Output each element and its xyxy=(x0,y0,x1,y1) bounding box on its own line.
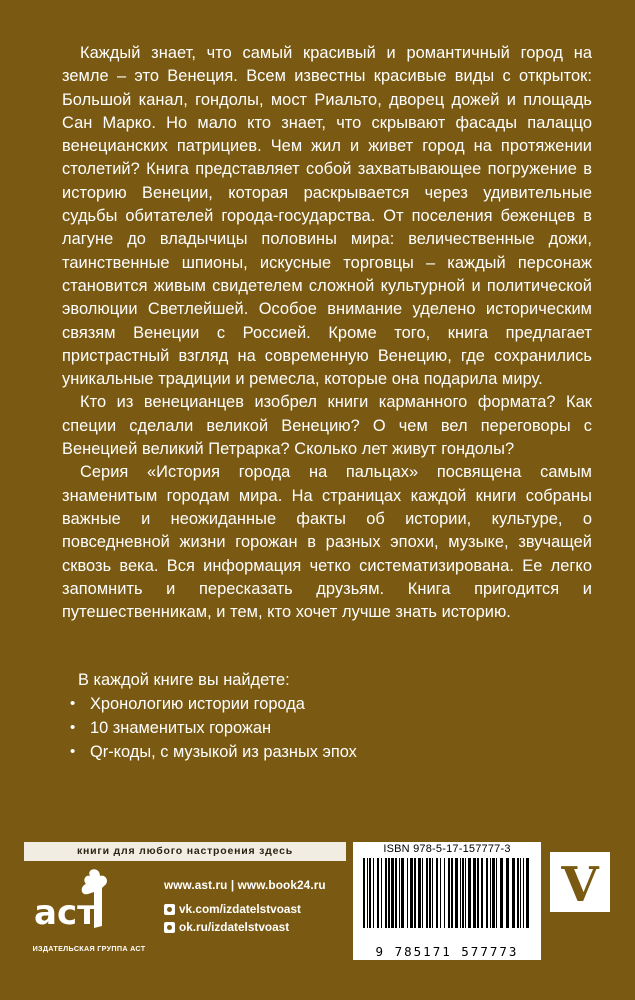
barcode-bar xyxy=(432,858,433,928)
barcode-bar xyxy=(468,858,471,928)
ok-icon xyxy=(164,922,175,933)
barcode-bar xyxy=(436,858,438,928)
barcode-bar xyxy=(369,858,371,928)
feature-item: • Qr-коды, с музыкой из разных эпох xyxy=(70,740,550,764)
barcode-bar xyxy=(486,858,488,928)
barcode-bar xyxy=(506,858,509,928)
barcode-bar xyxy=(477,858,479,928)
barcode-bar xyxy=(373,858,374,928)
social-links xyxy=(164,900,301,936)
features-items xyxy=(70,692,550,764)
ok-link[interactable]: ok.ru/izdatelstvoast xyxy=(179,920,290,934)
barcode-bar xyxy=(517,858,519,928)
barcode-bar xyxy=(422,858,423,928)
barcode-bar xyxy=(377,858,379,928)
isbn-barcode-box xyxy=(353,842,541,960)
ast-logo-text: аст xyxy=(34,893,97,933)
barcode-bar xyxy=(462,858,464,928)
vk-icon xyxy=(164,904,175,915)
barcode-bar xyxy=(444,858,445,928)
isbn-number: ISBN 978-5-17-157777-3 xyxy=(383,843,511,855)
barcode-icon xyxy=(361,858,533,944)
barcode-bar xyxy=(512,858,515,928)
feature-item: • Хронологию истории города xyxy=(70,692,550,716)
barcode-bar xyxy=(451,858,453,928)
barcode-bar xyxy=(448,858,450,928)
feature-item: • 10 знаменитых горожан xyxy=(70,716,550,740)
barcode-bar xyxy=(473,858,476,928)
series-v-logo-icon xyxy=(550,852,610,912)
publisher-name: ИЗДАТЕЛЬСКАЯ ГРУППА АСТ xyxy=(32,944,146,953)
tagline-bar: книги для любого настроения здесь xyxy=(24,842,346,861)
barcode-digits: 9 785171 577773 xyxy=(375,944,519,959)
ast-logo-icon xyxy=(28,866,138,940)
description-paragraph-2: Кто из венецианцев изобрел книги карманного формата? Как специи сделали великой Венецию? О чем вел переговоры с Венецией великий Петрарка? Сколько лет живут гондолы? xyxy=(62,393,592,459)
barcode-bar xyxy=(414,858,416,928)
features-intro: В каждой книге вы найдете: xyxy=(78,671,290,689)
barcode-bar xyxy=(385,858,387,928)
description-paragraph-3: Серия «История города на пальцах» посвящена самым знаменитым городам мира. На страницах каждой книги собраны важные и неожиданные факты об истории, культуре, о повседневной жизни горожан в разных эпохи, музыке, звучащей сквозь века. Вся информация четко систематизирована. Ее легко запомнить и пересказать друзьям. Книга пригодится и путешественникам, и тем, кто хочет лучше знать историю. xyxy=(62,463,592,622)
series-v-letter: V xyxy=(561,857,599,912)
barcode-bar xyxy=(496,858,497,928)
barcode-bar xyxy=(429,858,431,928)
barcode-bar xyxy=(410,858,413,928)
barcode-bar xyxy=(401,858,404,928)
barcode-bar xyxy=(418,858,421,928)
barcode-bar xyxy=(526,858,529,928)
barcode-bar xyxy=(490,858,491,928)
barcode-bar xyxy=(481,858,483,928)
ok-row[interactable] xyxy=(164,918,301,936)
barcode-bar xyxy=(440,858,441,928)
barcode-bar xyxy=(395,858,397,928)
features-list xyxy=(70,668,550,764)
description-paragraph-1: Каждый знает, что самый красивый и романтичный город на земле – это Венеция. Всем известны красивые виды с открыток: Большой канал, гондолы, мост Риальто, дворец дожей и площадь Сан Марко. Но мало кто знает, что скрывают фасады палаццо венецианских патрициев. Чем жил и живет город на протяжении столетий? Книга представляет собой захватывающее погружение в историю Венеции, которая раскрывается через удивительные судьбы обитателей города-государства. От поселения беженцев в лагуне до владычицы половины мира: величественные дожи, таинственные шпионы, искусные торговцы – каждый персонаж становится живым свидетелем сложной культурной и политической эволюции Светлейшей. Особое внимание уделено историческим связям Венеции с Россией. Кроме того, книга предлагает пристрастный взгляд на современную Венецию, где сохранились уникальные традиции и ремесла, которые она подарила миру. xyxy=(62,44,592,389)
barcode-bar xyxy=(455,858,458,928)
barcode-bar xyxy=(399,858,400,928)
barcode-bar xyxy=(500,858,503,928)
barcode-bar xyxy=(391,858,394,928)
barcode-bar xyxy=(426,858,428,928)
barcode-bar xyxy=(465,858,466,928)
websites-link[interactable]: www.ast.ru | www.book24.ru xyxy=(164,878,326,892)
barcode-bar xyxy=(460,858,461,928)
barcode-bar xyxy=(520,858,521,928)
vk-row[interactable] xyxy=(164,900,301,918)
barcode-bar xyxy=(492,858,495,928)
description-text xyxy=(62,42,592,624)
barcode-bar xyxy=(388,858,390,928)
barcode-bar xyxy=(363,858,365,928)
barcode-bar xyxy=(381,858,382,928)
barcode-bar xyxy=(523,858,524,928)
vk-link[interactable]: vk.com/izdatelstvoast xyxy=(179,902,301,916)
barcode-bar xyxy=(367,858,368,928)
barcode-bar xyxy=(407,858,408,928)
